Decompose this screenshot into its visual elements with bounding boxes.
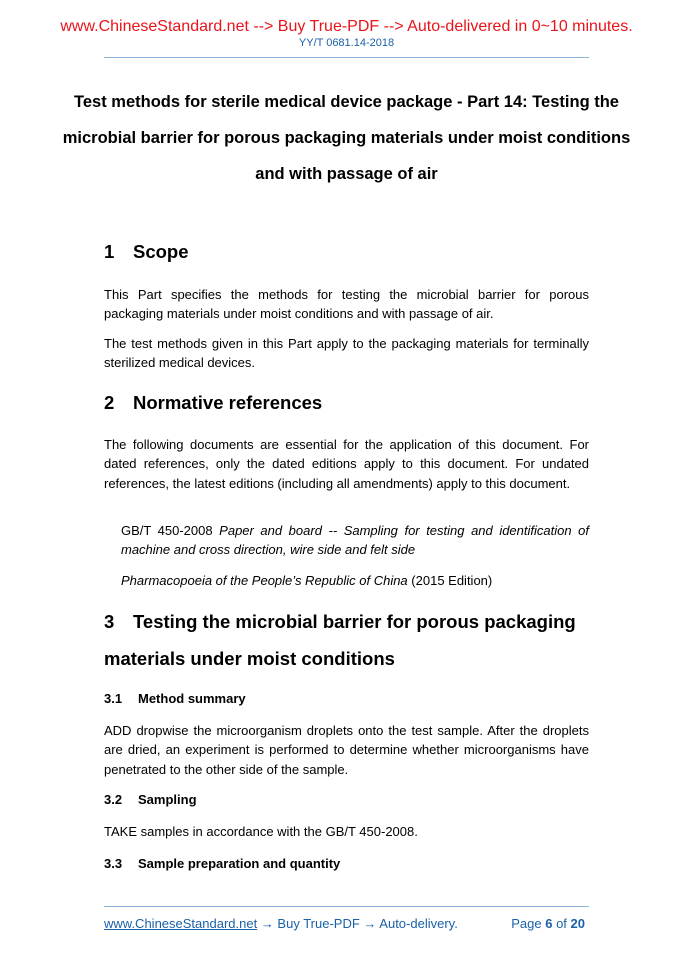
promo-banner[interactable]: www.ChineseStandard.net --> Buy True-PDF --> Auto-delivered in 0~10 minutes. [60,18,633,35]
section-3-heading: 3 Testing the microbial barrier for porous packaging [104,611,576,632]
reference-gbt-450: GB/T 450-2008 Paper and board -- Sampling for testing and identification of machine and cross direction, wire side and felt side [121,523,589,558]
footer-divider [104,906,589,907]
section-1-paragraph-1: This Part specifies the methods for testing the microbial barrier for porous packaging materials under moist conditions and with passage of air. [104,287,589,322]
section-3-2-paragraph: TAKE samples in accordance with the GB/T 450-2008. [104,824,418,839]
document-title: Test methods for sterile medical device package - Part 14: Testing the microbial barrier for porous packaging materials under moist conditions and with passage of air [62,93,631,183]
header-divider [104,57,589,58]
page-indicator: Page 6 of 20 [511,916,585,931]
section-3-1-paragraph: ADD dropwise the microorganism droplets onto the test sample. After the droplets are dried, an experiment is performed to determine whether microorganisms have penetrated to the other side of the sample. [104,723,589,777]
footer-text: → Buy True-PDF → Auto-delivery. [257,916,458,931]
page-footer [104,915,589,933]
document-number: YY/T 0681.14-2018 [298,37,395,49]
section-1-heading: 1 Scope [104,241,189,262]
section-3-1-heading: 3.1 Method summary [104,691,246,706]
reference-pharmacopoeia: Pharmacopoeia of the People’s Republic of China (2015 Edition) [121,573,493,588]
section-3-2-heading: 3.2 Sampling [104,792,197,807]
section-3-3-heading: 3.3 Sample preparation and quantity [104,856,341,871]
section-2-heading: 2 Normative references [104,392,323,413]
section-1-paragraph-2: The test methods given in this Part apply to the packaging materials for terminally sterilized medical devices. [104,336,589,371]
footer-link[interactable]: www.ChineseStandard.net [104,916,258,931]
section-2-paragraph-1: The following documents are essential for the application of this document. For dated references, only the dated editions apply to this document. For undated references, the latest editions (including all amendments) apply to this document. [104,437,589,491]
section-3-heading-continued: materials under moist conditions [104,648,395,669]
